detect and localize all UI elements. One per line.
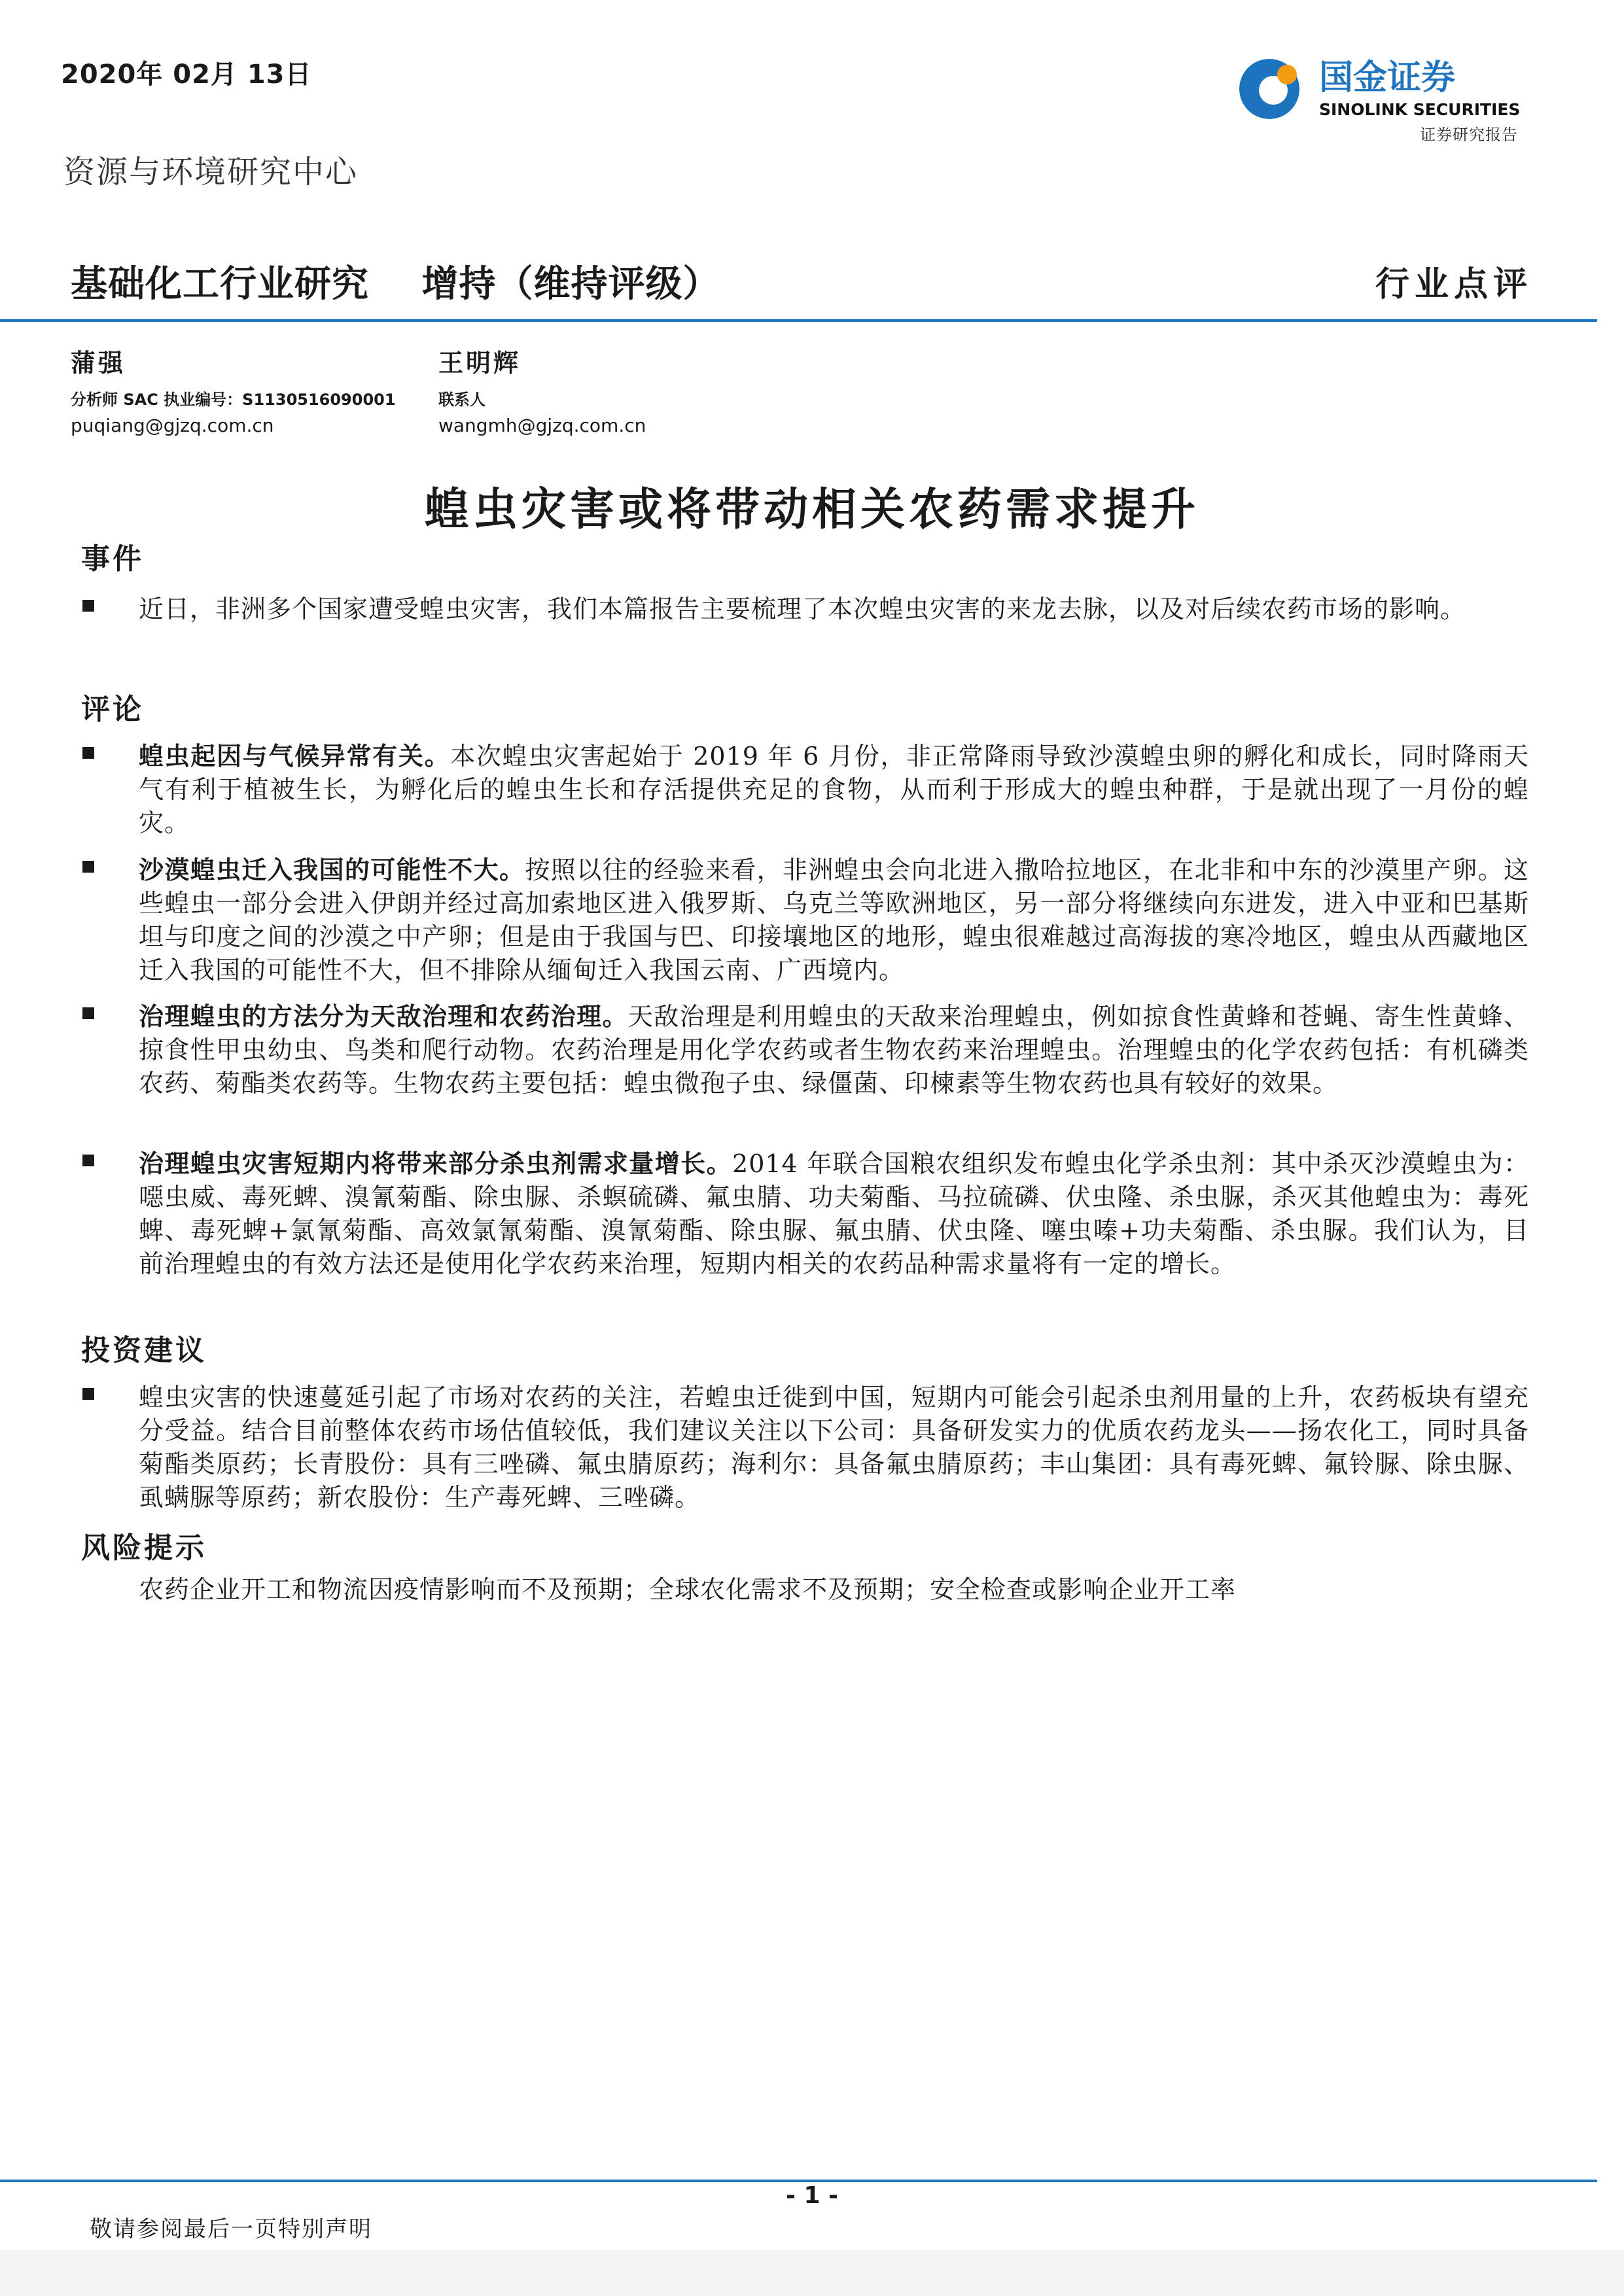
bullet-icon [80, 744, 101, 765]
research-center: 资源与环境研究中心 [63, 154, 359, 190]
comment-paragraph: 沙漠蝗虫迁入我国的可能性不大。按照以往的经验来看，非洲蝗虫会向北进入撒哈拉地区，在北非和中东的沙漠里产卵。这些蝗虫一部分会进入伊朗并经过高加索地区进入俄罗斯、乌克兰等欧洲地区，另一部分将继续向东进发，进入中亚和巴基斯坦与印度之间的沙漠之中产卵；但是由于我国与巴、印接壤地区的地形，蝗虫很难越过高海拔的寒冷地区，蝗虫从西藏地区迁入我国的可能性不大，但不排除从缅甸迁入我国云南、广西境内。 [139, 855, 1529, 984]
bullet-icon [80, 858, 101, 879]
comment-paragraph: 蝗虫起因与气候异常有关。本次蝗虫灾害起始于 2019 年 6 月份，非正常降雨导致沙漠蝗虫卵的孵化和成长，同时降雨天气有利于植被生长，为孵化后的蝗虫生长和存活提供充足的食物，从而利于形成大的蝗虫种群，于是就出现了一月份的蝗灾。 [139, 741, 1529, 837]
page-number: - 1 - [786, 2182, 838, 2209]
author-role: 联系人 [438, 390, 485, 409]
author-email: wangmh@gjzq.com.cn [438, 415, 646, 436]
author-contact [438, 343, 646, 436]
logo-name-cn: 国金证券 [1319, 58, 1456, 97]
disclaimer-note: 敬请参阅最后一页特别声明 [90, 2216, 372, 2242]
company-logo [1235, 52, 1543, 126]
author-analyst [71, 343, 396, 436]
section-heading-event: 事件 [81, 542, 144, 576]
bullet-icon [80, 1385, 101, 1406]
bullet-icon [80, 1152, 101, 1173]
author-name: 王明辉 [438, 348, 521, 377]
bullet-icon [80, 597, 101, 618]
section-heading-investment: 投资建议 [81, 1334, 207, 1367]
industry-label: 基础化工行业研究 [71, 263, 369, 305]
bullet-icon [80, 1005, 101, 1026]
author-name: 蒲强 [71, 348, 126, 377]
report-date: 2020年 02月 13日 [61, 60, 312, 90]
comment-paragraph: 治理蝗虫的方法分为天敌治理和农药治理。天敌治理是利用蝗虫的天敌来治理蝗虫，例如掠食性黄蜂和苍蝇、寄生性黄蜂、掠食性甲虫幼虫、鸟类和爬行动物。农药治理是用化学农药或者生物农药来治理蝗虫。治理蝗虫的化学农药包括：有机磷类农药、菊酯类农药等。生物农药主要包括：蝗虫微孢子虫、绿僵菌、印楝素等生物农药也具有较好的效果。 [139, 1001, 1529, 1098]
report-title: 蝗虫灾害或将带动相关农药需求提升 [424, 483, 1199, 536]
investment-paragraph: 蝗虫灾害的快速蔓延引起了市场对农药的关注，若蝗虫迁徙到中国，短期内可能会引起杀虫剂用量的上升，农药板块有望充分受益。结合目前整体农药市场估值较低，我们建议关注以下公司：具备研发实力的优质农药龙头——扬农化工，同时具备菊酯类原药；长青股份：具有三唑磷、氟虫腈原药；海利尔：具备氟虫腈原药；丰山集团：具有毒死蜱、氟铃脲、除虫脲、虱螨脲等原药；新农股份：生产毒死蜱、三唑磷。 [139, 1383, 1529, 1512]
report-type: 行业点评 [1375, 264, 1532, 304]
footer-band [0, 2250, 1624, 2296]
section-heading-comment: 评论 [81, 693, 144, 726]
header-divider [0, 319, 1597, 322]
event-paragraph: 近日，非洲多个国家遭受蝗虫灾害，我们本篇报告主要梳理了本次蝗虫灾害的来龙去脉，以及对后续农药市场的影响。 [139, 595, 1466, 623]
section-heading-risk: 风险提示 [81, 1531, 207, 1565]
logo-subtitle: 证券研究报告 [1420, 126, 1518, 144]
author-email: puqiang@gjzq.com.cn [71, 415, 274, 436]
author-role: 分析师 SAC 执业编号：S1130516090001 [71, 391, 396, 409]
industry-rating [71, 255, 760, 307]
risk-paragraph: 农药企业开工和物流因疫情影响而不及预期；全球农化需求不及预期；安全检查或影响企业开工率 [139, 1575, 1237, 1604]
logo-name-en: SINOLINK SECURITIES [1319, 100, 1521, 119]
rating-label: 增持（维持评级） [421, 263, 720, 305]
comment-paragraph: 治理蝗虫灾害短期内将带来部分杀虫剂需求量增长。2014 年联合国粮农组织发布蝗虫化学杀虫剂：其中杀灭沙漠蝗虫为：噁虫威、毒死蜱、溴氰菊酯、除虫脲、杀螟硫磷、氟虫腈、功夫菊酯、马拉硫磷、伏虫隆、杀虫脲，杀灭其他蝗虫为：毒死蜱、毒死蜱+氯氰菊酯、高效氯氰菊酯、溴氰菊酯、除虫脲、氟虫腈、伏虫隆、噻虫嗪+功夫菊酯、杀虫脲。我们认为，目前治理蝗虫的有效方法还是使用化学农药来治理，短期内相关的农药品种需求量将有一定的增长。 [139, 1149, 1529, 1278]
